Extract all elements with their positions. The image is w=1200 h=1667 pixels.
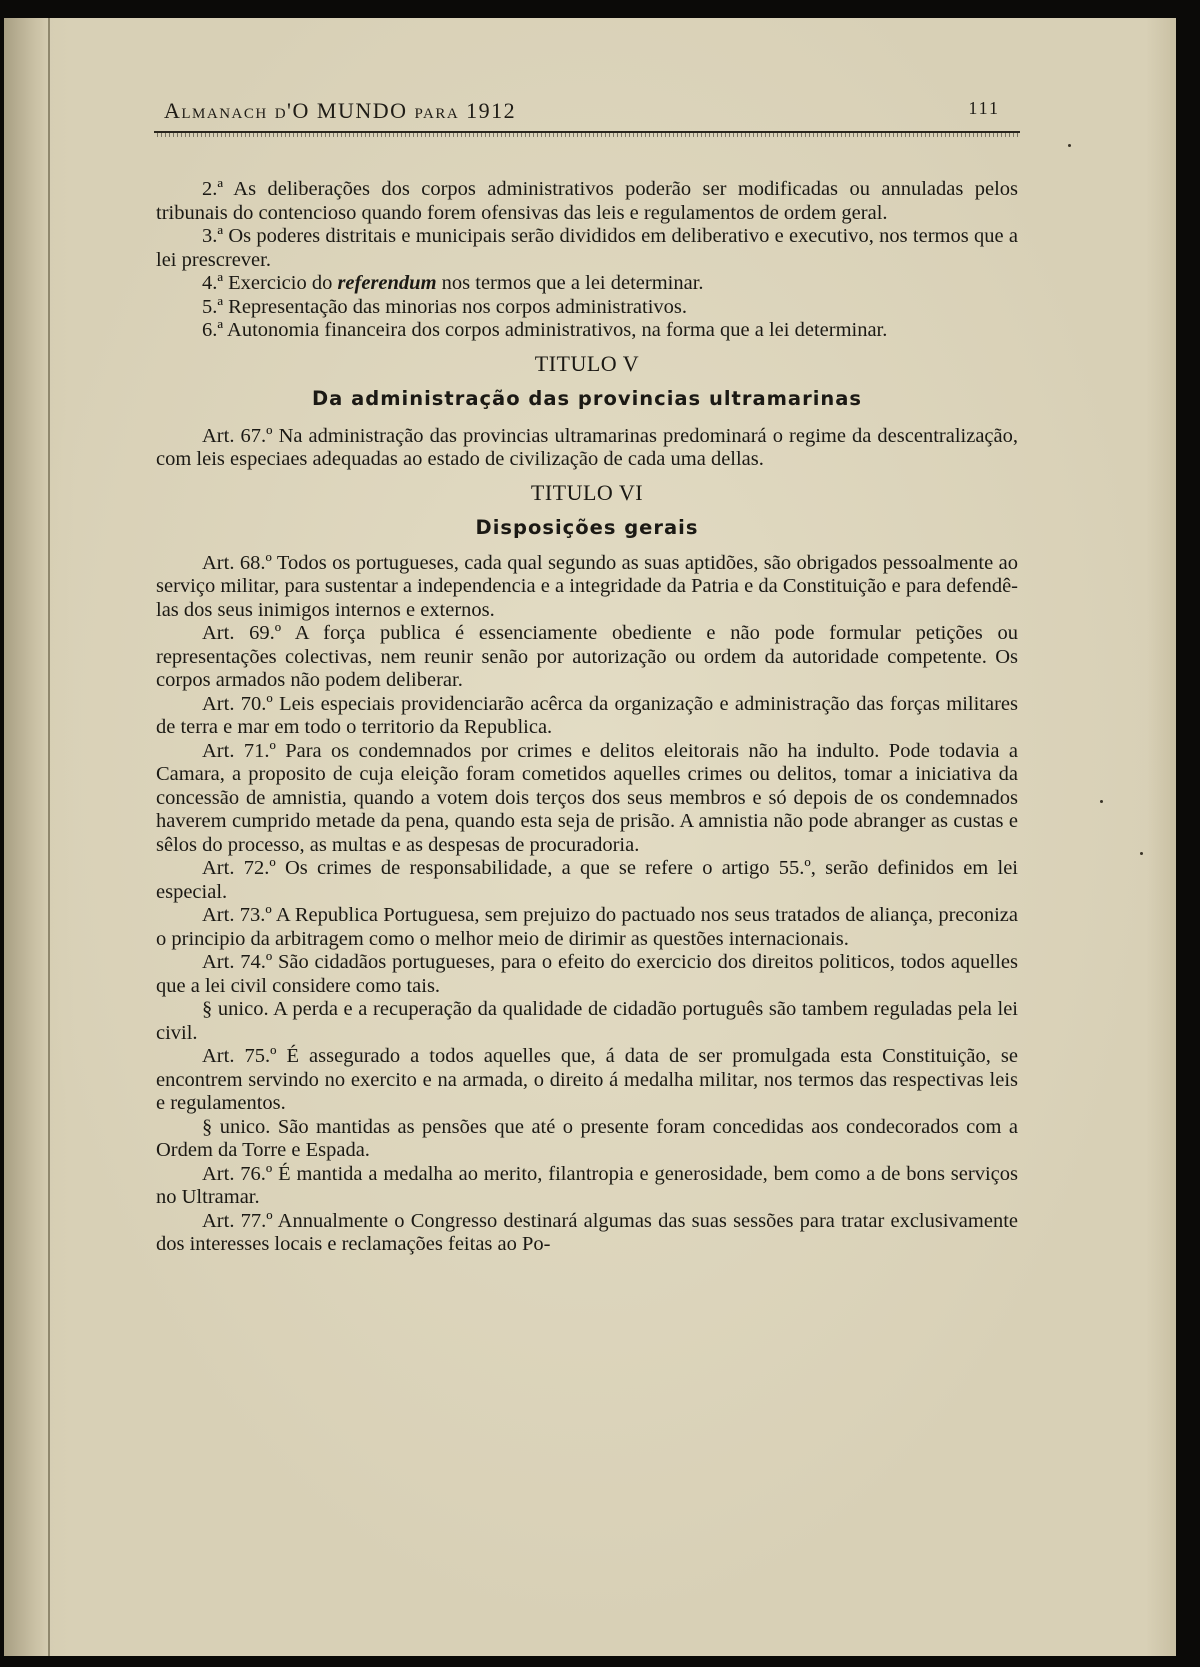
article-73: Art. 73.º A Republica Portuguesa, sem prejuizo do pactuado nos seus tratados de aliança, preconiza o principio da arbitragem como o melhor meio de dirimir as questões internacionais. <box>156 904 1018 950</box>
running-head: Almanach d'O MUNDO para 1912 <box>164 98 517 123</box>
section-title-5: TITULO V <box>534 350 640 376</box>
article-72: Art. 72.º Os crimes de responsabilidade, a que se refere o artigo 55.º, serão definidos em lei especial. <box>156 857 1018 903</box>
article-77: Art. 77.º Annualmente o Congresso destinará algumas das suas sessões para tratar exclusivamente dos interesses locais e reclamações feitas ao Po- <box>156 1209 1018 1255</box>
page-binding-edge <box>48 18 50 1656</box>
ink-speck <box>1068 144 1071 147</box>
item-4-text-start: 4.ª Exercicio do <box>202 272 338 294</box>
article-75: Art. 75.º É assegurado a todos aquelles que, á data de ser promulgada esta Constituição, se encontrem servindo no exercito e na armada, o direito á medalha militar, nos termos das respectivas leis e regulamentos. <box>156 1045 1018 1114</box>
referendum-term: referendum <box>337 272 437 294</box>
paragraph-item-4 <box>156 272 1018 296</box>
page-body <box>156 178 1018 1257</box>
article-71: Art. 71.º Para os condemnados por crimes e delitos eleitorais não ha indulto. Pode todavia a Camara, a proposito de cuja eleição foram cometidos aquelles crimes ou delitos, tomar a iniciativa da concessão de amnistia, quando a votem dois terços dos seus membros e só depois de os condemnados haverem cumprido metade da pena, quando esta seja de prisão. A amnistia não pode abranger as custas e sêlos do processo, as multas e as despesas de procuradoria. <box>156 739 1018 856</box>
book-page <box>4 18 1176 1656</box>
page-binding-shadow <box>4 18 50 1656</box>
article-67: Art. 67.º Na administração das provincias ultramarinas predominará o regime da descentralização, com leis especiaes adequadas ao estado de civilização de cada uma dellas. <box>156 424 1018 470</box>
article-68: Art. 68.º Todos os portugueses, cada qual segundo as suas aptidões, são obrigados pessoalmente ao serviço militar, para sustentar a independencia e a integridade da Patria e da Constituição e para defendê-las dos seus inimigos internos e externos. <box>156 551 1018 621</box>
header-rule <box>154 131 1020 147</box>
section-title-6: TITULO VI <box>530 479 644 505</box>
paragraph-item-6: 6.ª Autonomia financeira dos corpos administrativos, na forma que a lei determinar. <box>202 319 888 341</box>
paragraph-item-5: 5.ª Representação das minorias nos corpos administrativos. <box>202 295 688 318</box>
article-74: Art. 74.º São cidadãos portugueses, para o efeito do exercicio dos direitos politicos, todos aquelles que a lei civil considere como tais. <box>156 951 1018 997</box>
item-4-text-end: nos termos que a lei determinar. <box>436 272 704 294</box>
paragraph-item-3: 3.ª Os poderes distritais e municipais serão divididos em deliberativo e executivo, nos termos que a lei prescrever. <box>156 225 1018 271</box>
ink-speck <box>1140 852 1143 855</box>
article-76: Art. 76.º É mantida a medalha ao merito, filantropia e generosidade, bem como a de bons serviços no Ultramar. <box>156 1162 1018 1208</box>
section-subtitle-5: Da administração das provincias ultramarinas <box>311 386 863 410</box>
ink-speck <box>1100 800 1103 803</box>
article-74-sole-paragraph: § unico. A perda e a recuperação da qualidade de cidadão português são tambem reguladas pela lei civil. <box>156 998 1018 1044</box>
article-75-sole-paragraph: § unico. São mantidas as pensões que até o presente foram concedidas aos condecorados com a Ordem da Torre e Espada. <box>156 1115 1018 1161</box>
section-subtitle-6: Disposições gerais <box>475 515 699 539</box>
article-70: Art. 70.º Leis especiais providenciarão acêrca da organização e administração das forças militares de terra e mar em todo o territorio da Republica. <box>156 692 1018 738</box>
page-header <box>164 98 1016 128</box>
paragraph-item-2: 2.ª As deliberações dos corpos administrativos poderão ser modificadas ou annuladas pelos tribunais do contencioso quando forem ofensivas das leis e regulamentos de ordem geral. <box>156 178 1018 224</box>
page-number: 111 <box>968 98 1000 118</box>
article-69: Art. 69.º A força publica é essenciamente obediente e não pode formular petições ou representações colectivas, nem reunir senão por autorização ou ordem da autoridade competente. Os corpos armados não podem deliberar. <box>156 622 1018 691</box>
